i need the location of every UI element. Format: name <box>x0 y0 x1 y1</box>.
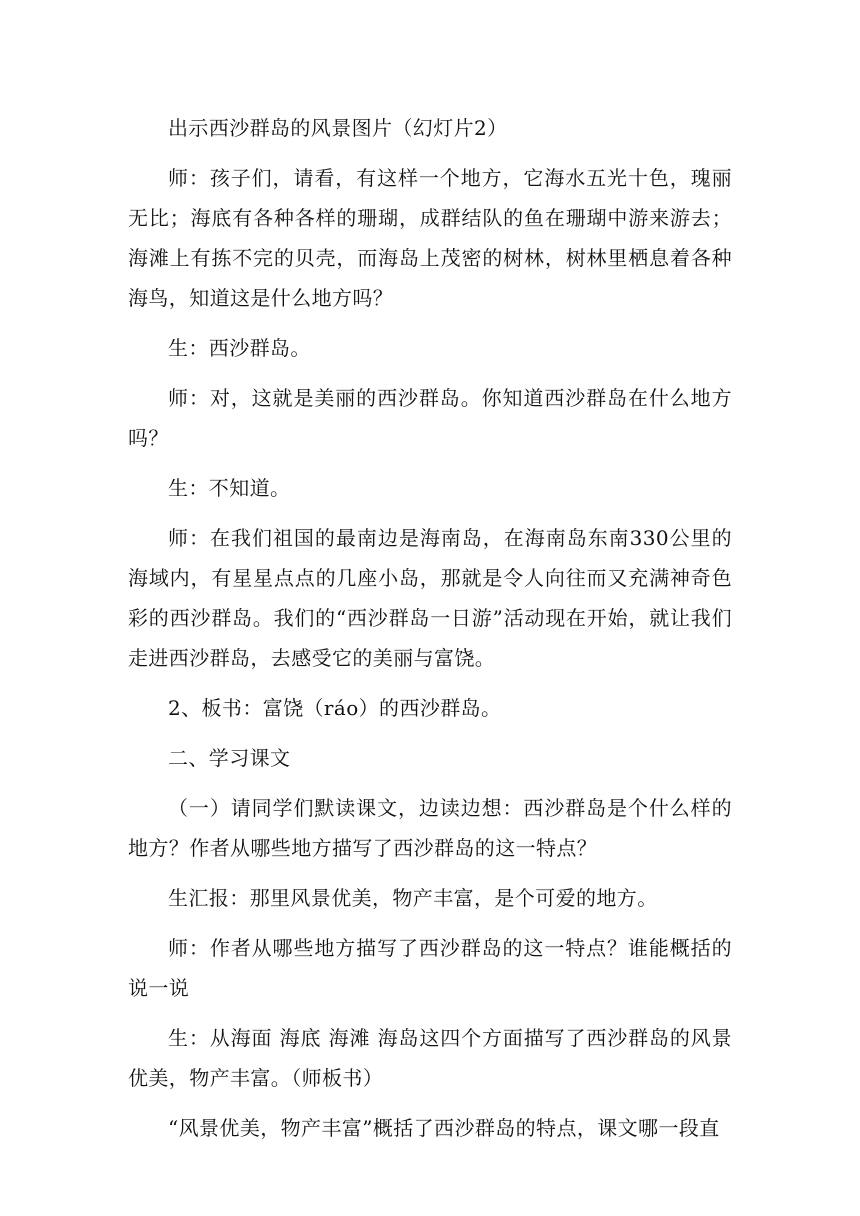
paragraph-student-answer: 生：西沙群岛。 <box>168 336 311 360</box>
section-heading-study: 二、学习课文 <box>168 746 291 770</box>
paragraph-feature-summary: “风景优美，物产丰富”概括了西沙群岛的特点，课文哪一段直 <box>168 1116 720 1140</box>
paragraph-board-writing: 2、板书：富饶（ráo）的西沙群岛。 <box>168 696 502 720</box>
paragraph-student-four-aspects: 生：从海面 海底 海滩 海岛这四个方面描写了西沙群岛的风景优美，物产丰富。（师板书） <box>128 1026 732 1090</box>
paragraph-silent-reading: （一）请同学们默读课文，边读边想：西沙群岛是个什么样的地方？作者从哪些地方描写了西沙群岛的这一特点？ <box>128 796 732 860</box>
paragraph-teacher-intro: 师：孩子们，请看，有这样一个地方，它海水五光十色，瑰丽无比；海底有各种各样的珊瑚，成群结队的鱼在珊瑚中游来游去；海滩上有拣不完的贝壳，而海岛上茂密的树林，树林里栖息着各种海鸟，知道这是什么地方吗？ <box>128 166 732 310</box>
paragraph-student-unknown: 生：不知道。 <box>168 476 291 500</box>
paragraph-teacher-summary-question: 师：作者从哪些地方描写了西沙群岛的这一特点？谁能概括的说一说 <box>128 936 732 1000</box>
paragraph-slide-intro: 出示西沙群岛的风景图片（幻灯片2） <box>168 116 508 140</box>
paragraph-teacher-question: 师：对，这就是美丽的西沙群岛。你知道西沙群岛在什么地方吗？ <box>128 386 732 450</box>
paragraph-student-report: 生汇报：那里风景优美，物产丰富，是个可爱的地方。 <box>168 886 658 910</box>
document-page <box>128 108 732 1158</box>
paragraph-teacher-location: 师：在我们祖国的最南边是海南岛，在海南岛东南330公里的海域内，有星星点点的几座小岛，那就是令人向往而又充满神奇色彩的西沙群岛。我们的“西沙群岛一日游”活动现在开始，就让我们走进西沙群岛，去感受它的美丽与富饶。 <box>128 526 732 670</box>
